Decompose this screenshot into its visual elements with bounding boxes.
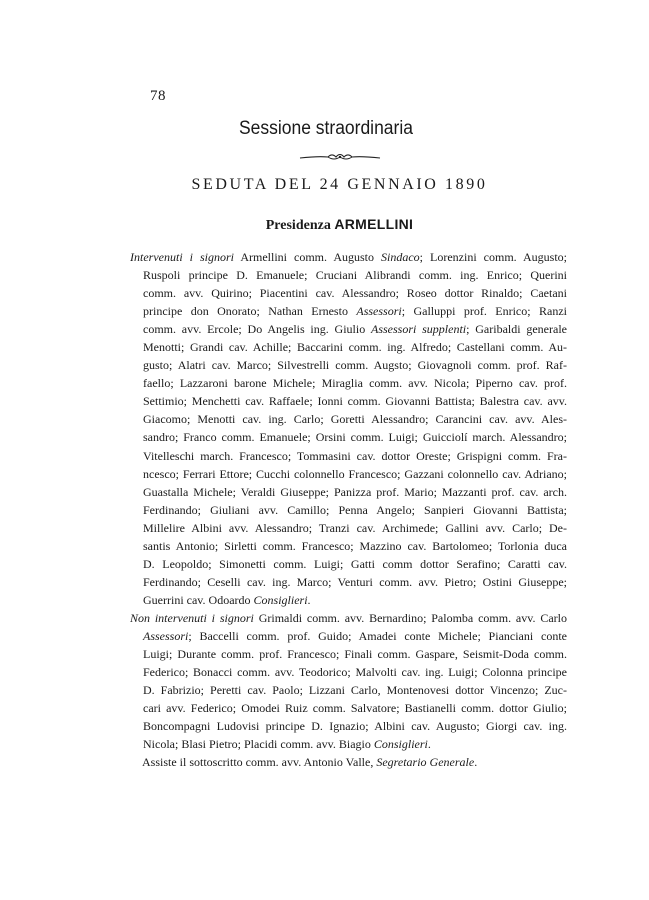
role-title: Segretario Generale: [376, 755, 475, 770]
text-run: ; Lorenzini comm. Augusto;: [419, 250, 567, 264]
page-number: 78: [150, 88, 166, 104]
text-run: Nicola; Blasi Pietro; Placidi comm. avv. Biagio: [143, 737, 374, 752]
attendees-line: Menotti; Grandi cav. Achille; Baccarini comm. ing. Alfredo; Castellani comm. Au-: [143, 340, 567, 355]
absentees-line: Boncompagni Ludovisi principe D. Ignazio; Albini cav. Augusto; Giorgi cav. ing.: [143, 719, 567, 734]
presidency-heading: [0, 216, 649, 234]
session-heading: SEDUTA DEL 24 GENNAIO 1890: [191, 176, 488, 193]
attendees-line: [130, 248, 567, 266]
attendees-line: sandro; Franco comm. Emanuele; Orsini comm. Luigi; Guicciolí march. Alessandro;: [143, 430, 567, 445]
absentees-line: cari avv. Federico; Omodei Ruiz comm. Salvatore; Bastianelli comm. dottor Giulio;: [143, 701, 567, 716]
role-title: Sindaco: [381, 250, 420, 264]
attendees-line: gusto; Alatri cav. Marco; Silvestrelli comm. Augsto; Giovagnoli comm. prof. Raf-: [143, 358, 567, 373]
attendees-line: Giacomo; Menotti cav. ing. Carlo; Goretti Alessandro; Carancini cav. avv. Ales-: [143, 412, 567, 427]
attendees-line: [130, 302, 567, 320]
role-title: Assessori: [356, 304, 402, 319]
role-title: Consiglieri: [253, 592, 308, 607]
attendees-line: comm. avv. Quirino; Piacentini cav. Alessandro; Roseo dottor Rinaldo; Caetani: [143, 286, 567, 301]
attendees-line: faello; Lazzaroni barone Michele; Miraglia comm. avv. Nicola; Piperno cav. prof.: [143, 376, 567, 391]
attendees-line: Settimio; Menchetti cav. Raffaele; Ionni comm. Giovanni Battista; Balestra cav. avv.: [143, 394, 567, 409]
attendees-line: ncesco; Ferrari Ettore; Cucchi colonnello Francesco; Gazzani colonnello cav. Adriano;: [143, 466, 567, 481]
absentees-label: Non intervenuti i signori: [130, 610, 254, 625]
absentees-line: Luigi; Durante comm. prof. Francesco; Finali comm. Gaspare, Seismit-Doda comm.: [143, 647, 567, 662]
text-run: ; Baccelli comm. prof. Guido; Amadei conte Michele; Pianciani conte: [188, 628, 567, 643]
attendees-line: Ferdinando; Giuliani avv. Camillo; Penna Angelo; Sanpieri Giovanni Battista;: [143, 502, 567, 517]
role-title: Assessori: [143, 628, 189, 643]
text-run: Grimaldi comm. avv. Bernardino; Palomba comm. avv. Carlo: [253, 610, 567, 625]
absentees-line: [130, 627, 567, 645]
attendees-line: Millelire Albini avv. Alessandro; Tranzi cav. Archimede; Gallini avv. Carlo; De-: [143, 520, 567, 535]
attendees-label: Intervenuti i signori: [130, 250, 234, 264]
attendees-line: [130, 320, 567, 338]
absentees-line: Federico; Bonacci comm. avv. Teodorico; Malvolti cav. ing. Luigi; Colonna principe: [143, 665, 567, 680]
president-name: ARMELLINI: [334, 216, 414, 232]
absentees-line: [130, 735, 567, 753]
attendees-line: Ferdinando; Ceselli cav. ing. Marco; Venturi comm. avv. Pietro; Ostini Giuseppe;: [143, 574, 567, 589]
text-run: Armellini comm. Augusto: [234, 250, 381, 264]
absentees-line: D. Fabrizio; Peretti cav. Paolo; Lizzani Carlo, Montenovesi dottor Vincenzo; Zuc-: [143, 683, 567, 698]
role-title: Assessori supplenti: [371, 322, 467, 337]
page-title: Sessione straordinaria: [239, 118, 413, 139]
presidency-prefix: Presidenza: [265, 218, 331, 233]
text-run: principe don Onorato; Nathan Ernesto: [143, 304, 357, 319]
attendees-line: santis Antonio; Sirletti comm. Francesco; Mazzino cav. Bartolomeo; Torlonia duca: [143, 538, 567, 553]
text-run: ; Galluppi prof. Enrico; Ranzi: [401, 304, 567, 319]
attendees-line: Ruspoli principe D. Emanuele; Cruciani Alibrandi comm. ing. Enrico; Querini: [143, 268, 567, 283]
text-run: .: [307, 592, 311, 607]
text-run: Guerrini cav. Odoardo: [143, 592, 254, 607]
secretary-line: [130, 753, 567, 771]
attendees-line: Vitelleschi march. Francesco; Tommasini cav. dottor Oreste; Grispigni comm. Fra-: [143, 448, 567, 463]
role-title: Consiglieri: [373, 737, 428, 752]
minutes-body: [130, 248, 567, 771]
text-run: comm. avv. Ercole; Do Angelis ing. Giulio: [143, 322, 372, 337]
absentees-line: [130, 609, 567, 627]
text-run: .: [427, 737, 431, 752]
text-run: Assiste il sottoscritto comm. avv. Antonio Valle,: [142, 755, 377, 770]
text-run: .: [474, 755, 478, 770]
attendees-line: [130, 591, 567, 609]
ornament-divider-icon: [298, 150, 382, 164]
text-run: ; Garibaldi generale: [466, 322, 567, 337]
attendees-line: Guastalla Michele; Veraldi Giuseppe; Panizza prof. Mario; Mazzanti prof. cav. arch.: [143, 484, 567, 499]
attendees-line: D. Leopoldo; Simonetti comm. Luigi; Gatti comm dottor Serafino; Caratti cav.: [143, 556, 567, 571]
